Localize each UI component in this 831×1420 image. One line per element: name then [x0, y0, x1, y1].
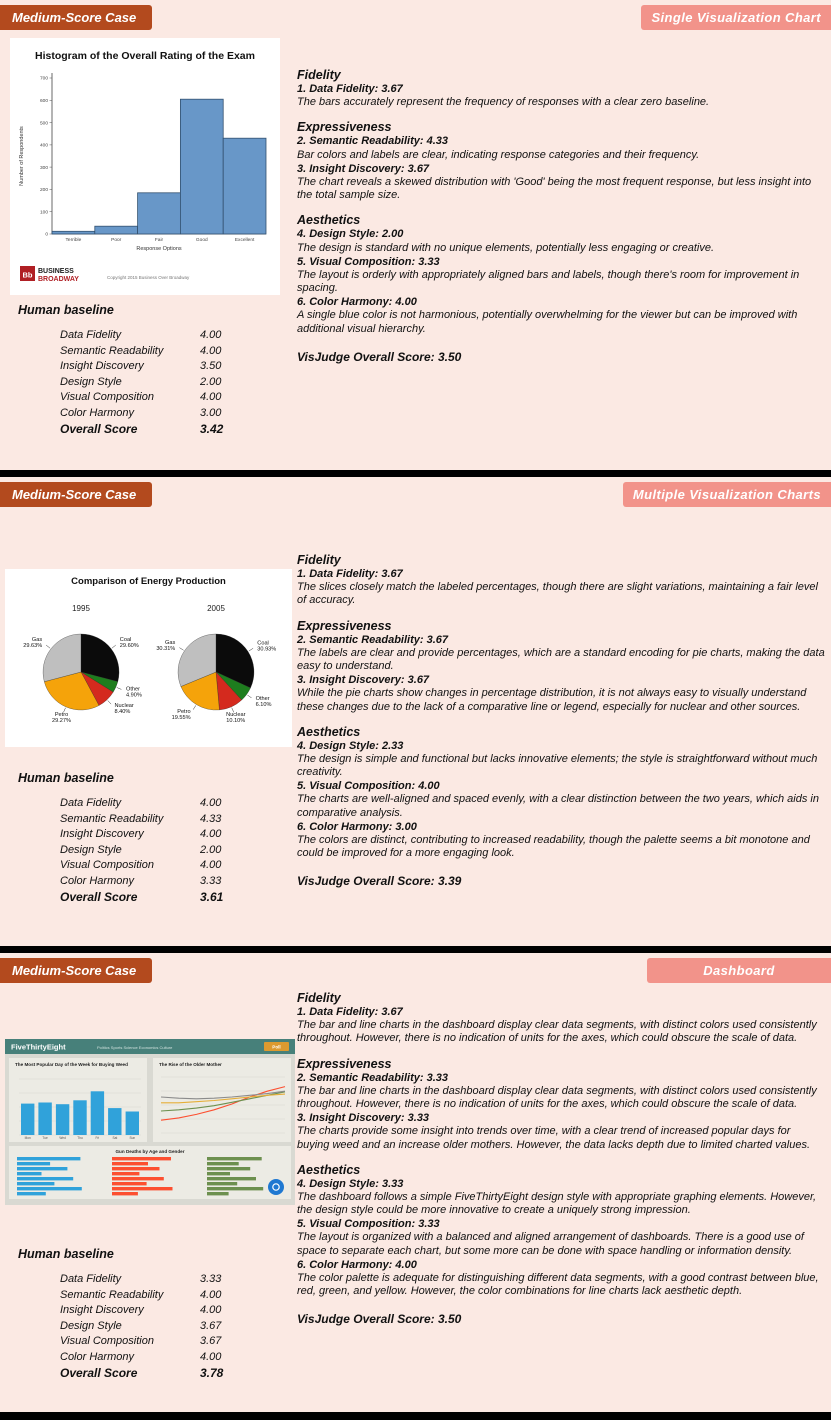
- svg-text:300: 300: [39, 165, 48, 171]
- eval-criterion-title: 1. Data Fidelity: 3.67: [297, 83, 403, 95]
- section-content: [0, 507, 831, 908]
- baseline-row: [60, 1320, 297, 1332]
- baseline-row: [60, 1351, 297, 1363]
- baseline-metric-value: 4.00: [200, 344, 222, 357]
- case-section-multiple-charts: [0, 477, 831, 946]
- svg-text:Excellent: Excellent: [234, 238, 255, 243]
- section-content: [0, 983, 831, 1384]
- case-type-badge: Medium-Score Case: [0, 5, 152, 30]
- baseline-row: [60, 407, 297, 419]
- svg-text:2005: 2005: [207, 604, 225, 613]
- eval-heading-expressiveness: Expressiveness: [297, 618, 392, 633]
- eval-criterion-text: The labels are clear and provide percentages, which are a standard encoding for pie charts, making the data easy to understand.: [297, 646, 825, 672]
- svg-text:Poor: Poor: [111, 238, 122, 243]
- left-column: [0, 983, 297, 1384]
- baseline-metric-label: Data Fidelity: [60, 797, 122, 809]
- human-baseline-title: Human baseline: [18, 771, 114, 785]
- svg-text:Sun: Sun: [129, 1136, 136, 1140]
- eval-criterion-title: 6. Color Harmony: 4.00: [297, 1258, 417, 1271]
- baseline-metric-label: Data Fidelity: [60, 329, 122, 341]
- eval-heading-fidelity: Fidelity: [297, 991, 341, 1005]
- svg-text:400: 400: [39, 143, 48, 149]
- badge-row: [0, 477, 831, 507]
- case-section-single-chart: [0, 0, 831, 470]
- baseline-row: [60, 376, 297, 388]
- baseline-metric-value: 4.00: [200, 797, 222, 809]
- eval-criterion-text: The layout is orderly with appropriately aligned bars and labels, though there's room for improvement in spacing.: [297, 268, 800, 295]
- baseline-metric-label: Visual Composition: [60, 859, 154, 871]
- baseline-overall-row: [60, 890, 297, 904]
- evaluation-column: [297, 507, 831, 908]
- eval-criterion-text: The bar and line charts in the dashboard display clear data segments, with distinct colors used consistently throughout. However, there is no indication of units for the axes, which could obscure the scale of data.: [297, 1084, 817, 1110]
- baseline-row: [60, 391, 297, 403]
- exam-rating-histogram: [10, 38, 280, 295]
- eval-criterion-text: A single blue color is not harmonious, potentially overwhelming for the viewer but can be improved with additional visual hierarchy.: [297, 309, 798, 335]
- svg-text:Good: Good: [195, 238, 208, 243]
- svg-text:BROADWAY: BROADWAY: [38, 276, 79, 283]
- eval-criterion-text: The chart reveals a skewed distribution with 'Good' being the most frequent response, but less insight into the total sample size.: [297, 175, 812, 202]
- svg-text:BUSINESS: BUSINESS: [38, 268, 74, 275]
- baseline-metric-value: 3.50: [200, 360, 222, 372]
- eval-criterion-text: While the pie charts show changes in percentage distribution, it is not always easy to visually understand these changes due to the lack of a comparative line or legend, especially for nuclear and other sources.: [297, 687, 807, 713]
- baseline-metric-label: Color Harmony: [60, 1350, 134, 1363]
- baseline-metric-value: 4.00: [200, 1304, 222, 1316]
- baseline-metric-label: Color Harmony: [60, 406, 134, 419]
- eval-criterion-text: The layout is organized with a balanced and aligned arrangement of dashboards. There is a good use of space to separate each chart, but some more can be done with space handling or information density.: [297, 1231, 804, 1257]
- baseline-row: [60, 1289, 297, 1301]
- section-content: [0, 30, 831, 440]
- svg-text:Bb: Bb: [22, 270, 33, 280]
- baseline-row: [60, 1335, 297, 1347]
- eval-criterion-title: 6. Color Harmony: 3.00: [297, 820, 417, 833]
- eval-heading-aesthetics: Aesthetics: [297, 213, 361, 228]
- baseline-metric-label: Insight Discovery: [60, 1304, 144, 1316]
- svg-text:Terrible: Terrible: [65, 238, 82, 243]
- baseline-metric-value: 4.00: [200, 828, 222, 840]
- eval-criterion-text: The bars accurately represent the frequency of responses with a clear zero baseline.: [297, 96, 710, 109]
- svg-text:Other4.90%: Other 4.90%: [126, 686, 142, 699]
- eval-criterion-text: The dashboard follows a simple FiveThirtyEight design style with appropriate graphing elements. However, the design style could be more innovative to create a uniquely strong impression.: [297, 1190, 817, 1217]
- evaluation-column: [297, 30, 831, 440]
- baseline-metric-label: Semantic Readability: [60, 812, 164, 825]
- svg-text:Gas30.31%: Gas 30.31%: [156, 639, 176, 652]
- baseline-row: [60, 844, 297, 856]
- baseline-overall-label: Overall Score: [60, 1366, 138, 1380]
- bottom-divider: [0, 1412, 831, 1420]
- category-badge: Single Visualization Chart: [641, 5, 831, 30]
- baseline-metric-value: 4.00: [200, 391, 222, 403]
- svg-text:Coal30.93%: Coal 30.93%: [257, 640, 277, 653]
- baseline-metric-value: 4.33: [200, 812, 222, 825]
- eval-criterion-title: 5. Visual Composition: 4.00: [297, 780, 440, 793]
- section-divider: [0, 470, 831, 477]
- svg-text:Petro19.55%: Petro 19.55%: [171, 708, 191, 721]
- svg-text:Nuclear8.40%: Nuclear 8.40%: [114, 702, 134, 715]
- baseline-metric-value: 3.67: [200, 1335, 222, 1347]
- svg-text:Fri: Fri: [95, 1136, 100, 1140]
- svg-text:Gas29.63%: Gas 29.63%: [23, 637, 43, 650]
- baseline-overall-value: 3.42: [200, 422, 224, 436]
- svg-text:Response Options: Response Options: [136, 246, 182, 252]
- visjudge-overall-score: VisJudge Overall Score: 3.39: [297, 874, 462, 889]
- svg-text:Number of Respondents: Number of Respondents: [19, 126, 25, 186]
- baseline-metric-label: Visual Composition: [60, 1335, 154, 1347]
- svg-text:Thu: Thu: [77, 1136, 83, 1140]
- baseline-metric-value: 2.00: [200, 843, 222, 856]
- svg-text:Sat: Sat: [112, 1136, 118, 1140]
- baseline-metric-value: 3.33: [200, 1273, 222, 1285]
- case-type-badge: Medium-Score Case: [0, 482, 152, 507]
- svg-text:Histogram of the Overall Ratin: Histogram of the Overall Rating of the Exam: [35, 50, 255, 62]
- baseline-metric-label: Semantic Readability: [60, 344, 164, 357]
- eval-criterion-title: 2. Semantic Readability: 4.33: [297, 135, 449, 148]
- baseline-row: [60, 859, 297, 871]
- svg-text:700: 700: [39, 76, 48, 82]
- eval-criterion-text: The design is standard with no unique elements, potentially less engaging or creative.: [297, 241, 715, 254]
- svg-text:Coal29.60%: Coal 29.60%: [119, 637, 139, 650]
- baseline-row: [60, 828, 297, 840]
- baseline-metric-label: Visual Composition: [60, 391, 154, 403]
- baseline-metric-value: 3.00: [200, 406, 222, 419]
- case-section-dashboard: [0, 953, 831, 1412]
- eval-heading-aesthetics: Aesthetics: [297, 724, 361, 739]
- baseline-overall-label: Overall Score: [60, 890, 138, 904]
- svg-text:Petro29.27%: Petro 29.27%: [52, 711, 71, 724]
- svg-text:1995: 1995: [72, 604, 90, 613]
- baseline-metric-value: 4.00: [200, 859, 222, 871]
- baseline-metric-label: Design Style: [60, 375, 122, 388]
- svg-text:FiveThirtyEight: FiveThirtyEight: [11, 1042, 66, 1052]
- eval-criterion-title: 5. Visual Composition: 3.33: [297, 255, 440, 268]
- section-divider: [0, 946, 831, 953]
- human-baseline-table: [60, 1273, 297, 1380]
- eval-heading-expressiveness: Expressiveness: [297, 120, 392, 135]
- left-column: [0, 30, 297, 440]
- svg-text:Politics Sports Science Eco: Politics Sports Science Economics Culture: [97, 1044, 173, 1050]
- baseline-row: [60, 360, 297, 372]
- eval-criterion-title: 1. Data Fidelity: 3.67: [297, 568, 403, 580]
- baseline-metric-label: Design Style: [60, 843, 122, 856]
- eval-criterion-title: 2. Semantic Readability: 3.33: [297, 1071, 449, 1084]
- evaluation-column: [297, 983, 831, 1384]
- energy-production-pie-charts: [5, 569, 292, 747]
- baseline-metric-value: 3.33: [200, 874, 222, 887]
- eval-criterion-text: The design is simple and functional but lacks innovative elements; the style is straightforward without much creativity.: [297, 752, 818, 779]
- baseline-metric-value: 2.00: [200, 375, 222, 388]
- visjudge-overall-score: VisJudge Overall Score: 3.50: [297, 349, 462, 364]
- baseline-row: [60, 813, 297, 825]
- eval-criterion-title: 3. Insight Discovery: 3.67: [297, 674, 430, 687]
- svg-text:Other6.10%: Other 6.10%: [255, 695, 272, 708]
- baseline-row: [60, 345, 297, 357]
- svg-text:500: 500: [39, 121, 48, 127]
- eval-criterion-text: The slices closely match the labeled percentages, though there are slight variations, maintaining a fair level of accuracy.: [297, 581, 818, 607]
- eval-criterion-text: The charts provide some insight into trends over time, with a clear trend of increased popular days for buying weed and an increase older mothers. However, the data lacks depth due to limited charted values.: [297, 1125, 811, 1151]
- category-badge: Dashboard: [647, 958, 831, 983]
- eval-criterion-title: 3. Insight Discovery: 3.33: [297, 1112, 430, 1125]
- svg-text:Poll: Poll: [272, 1044, 281, 1050]
- eval-heading-expressiveness: Expressiveness: [297, 1056, 392, 1071]
- baseline-row: [60, 329, 297, 341]
- svg-text:Wed: Wed: [59, 1136, 66, 1140]
- baseline-row: [60, 875, 297, 887]
- eval-criterion-text: The color palette is adequate for distinguishing different data segments, with a good contrast between blue, red, green, and yellow. However, the color combinations for line charts lack aesthetic depth.: [297, 1272, 819, 1298]
- case-type-badge: Medium-Score Case: [0, 958, 152, 983]
- baseline-metric-value: 3.67: [200, 1319, 222, 1332]
- baseline-metric-label: Semantic Readability: [60, 1288, 164, 1301]
- baseline-metric-label: Insight Discovery: [60, 360, 144, 372]
- svg-text:0: 0: [45, 232, 48, 238]
- eval-criterion-text: Bar colors and labels are clear, indicating response categories and their frequency.: [297, 148, 700, 161]
- fivethirtyeight-dashboard-preview: [5, 1039, 295, 1205]
- human-baseline-title: Human baseline: [18, 1247, 114, 1261]
- left-column: [0, 507, 297, 908]
- badge-row: [0, 953, 831, 983]
- baseline-overall-value: 3.61: [200, 890, 224, 904]
- svg-text:Nuclear10.10%: Nuclear 10.10%: [226, 711, 246, 724]
- human-baseline-table: [60, 329, 297, 436]
- eval-criterion-title: 5. Visual Composition: 3.33: [297, 1218, 440, 1231]
- eval-heading-aesthetics: Aesthetics: [297, 1162, 361, 1177]
- baseline-row: [60, 797, 297, 809]
- eval-criterion-title: 4. Design Style: 3.33: [297, 1177, 404, 1190]
- baseline-metric-label: Color Harmony: [60, 874, 134, 887]
- category-badge: Multiple Visualization Charts: [623, 482, 831, 507]
- svg-text:Gun Deaths by Age and Gender: Gun Deaths by Age and Gender: [115, 1149, 185, 1154]
- svg-text:Tue: Tue: [42, 1136, 48, 1140]
- eval-heading-fidelity: Fidelity: [297, 553, 341, 567]
- baseline-metric-value: 4.00: [200, 1350, 222, 1363]
- svg-text:The Most Popular Day of the We: The Most Popular Day of the Week for Buying Weed: [15, 1062, 128, 1067]
- eval-criterion-title: 3. Insight Discovery: 3.67: [297, 162, 430, 175]
- visjudge-overall-score: VisJudge Overall Score: 3.50: [297, 1312, 462, 1327]
- baseline-metric-label: Insight Discovery: [60, 828, 144, 840]
- baseline-overall-value: 3.78: [200, 1366, 224, 1380]
- svg-text:Fair: Fair: [154, 238, 164, 243]
- eval-criterion-title: 6. Color Harmony: 4.00: [297, 296, 417, 309]
- svg-text:100: 100: [39, 210, 48, 216]
- eval-criterion-title: 1. Data Fidelity: 3.67: [297, 1006, 403, 1018]
- baseline-row: [60, 1304, 297, 1316]
- baseline-metric-label: Design Style: [60, 1319, 122, 1332]
- eval-heading-fidelity: Fidelity: [297, 68, 341, 82]
- svg-text:Comparison of Energy Productio: Comparison of Energy Production: [71, 576, 226, 587]
- svg-text:Copyright 2015 Business Over B: Copyright 2015 Business Over Broadway: [107, 275, 190, 280]
- baseline-metric-value: 4.00: [200, 329, 222, 341]
- svg-text:Mon: Mon: [24, 1136, 31, 1140]
- badge-row: [0, 0, 831, 30]
- baseline-overall-row: [60, 422, 297, 436]
- baseline-metric-value: 4.00: [200, 1288, 222, 1301]
- svg-text:600: 600: [39, 99, 48, 104]
- eval-criterion-text: The charts are well-aligned and spaced evenly, with a clear distinction between the two years, which aids in comparative analysis.: [297, 793, 819, 819]
- baseline-overall-row: [60, 1366, 297, 1380]
- eval-criterion-text: The bar and line charts in the dashboard display clear data segments, with distinct colors used consistently throughout. However, there is no indication of units for the axes, which could obscure the scale of data.: [297, 1019, 817, 1045]
- eval-criterion-title: 4. Design Style: 2.00: [297, 228, 404, 241]
- human-baseline-table: [60, 797, 297, 904]
- eval-criterion-title: 2. Semantic Readability: 3.67: [297, 633, 449, 646]
- baseline-row: [60, 1273, 297, 1285]
- baseline-overall-label: Overall Score: [60, 422, 138, 436]
- svg-text:The Rise of the Older Mother: The Rise of the Older Mother: [159, 1062, 222, 1067]
- human-baseline-title: Human baseline: [18, 303, 114, 317]
- baseline-metric-label: Data Fidelity: [60, 1273, 122, 1285]
- svg-text:200: 200: [39, 188, 48, 194]
- eval-criterion-text: The colors are distinct, contributing to increased readability, though the palette seems a bit monotone and could be improved for a more engaging look.: [297, 834, 810, 860]
- eval-criterion-title: 4. Design Style: 2.33: [297, 739, 404, 752]
